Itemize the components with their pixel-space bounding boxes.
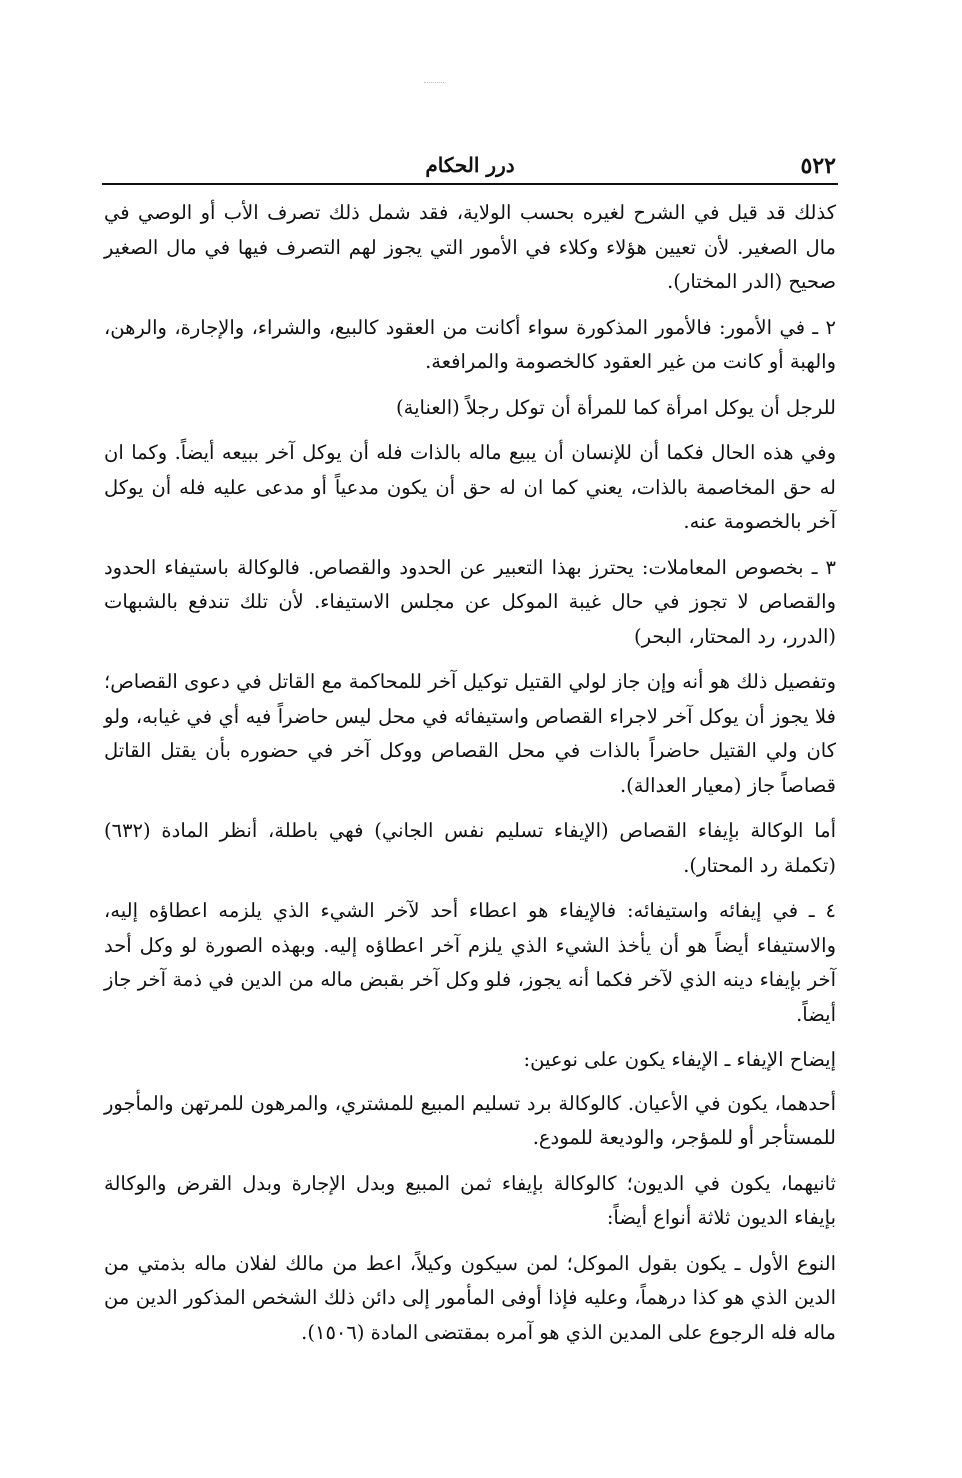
- paragraph: أما الوكالة بإيفاء القصاص (الإيفاء تسليم نفس الجاني) فهي باطلة، أنظر المادة (٦٣٢) (تكملة رد المحتار).: [104, 819, 836, 877]
- paragraph: وفي هذه الحال فكما أن للإنسان أن يبيع ماله بالذات فله أن يوكل آخر ببيعه أيضاً. وكما ان له حق المخاصمة بالذات، يعني كما ان له حق أن يكون مدعياً أو مدعى عليه فله أن يوكل آخر بالخصومة عنه.: [104, 441, 836, 533]
- paragraph: إيضاح الإيفاء ـ الإيفاء يكون على نوعين:: [523, 1048, 836, 1071]
- scan-mark: [424, 82, 444, 87]
- paragraph: ٣ ـ بخصوص المعاملات: يحترز بهذا التعبير عن الحدود والقصاص. فالوكالة باستيفاء الحدود والقصاص لا تجوز في حال غيبة الموكل عن مجلس الاستيفاء. لأن تلك تندفع بالشبهات (الدرر، رد المحتار، البحر): [104, 555, 836, 648]
- paragraph: ثانيهما، يكون في الديون؛ كالوكالة بإيفاء ثمن المبيع وبدل الإجارة وبدل القرض والوكالة بإيفاء الديون ثلاثة أنواع أيضاً:: [104, 1171, 836, 1229]
- paragraph: للرجل أن يوكل امرأة كما للمرأة أن توكل رجلاً (العناية): [396, 395, 836, 419]
- paragraph: ٢ ـ في الأمور: فالأمور المذكورة سواء أكانت من العقود كالبيع، والشراء، والإجارة، والرهن، والهبة أو كانت من غير العقود كالخصومة والمرافعة.: [104, 315, 836, 373]
- paragraph: أحدهما، يكون في الأعيان. كالوكالة برد تسليم المبيع للمشتري، والمرهون للمرتهن والمأجور للمستأجر أو للمؤجر، والوديعة للمودع.: [104, 1091, 836, 1149]
- body-text: [104, 196, 836, 1361]
- paragraph: كذلك قد قيل في الشرح لغيره بحسب الولاية، فقد شمل ذلك تصرف الأب أو الوصي في مال الصغير. لأن تعيين هؤلاء وكلاء في الأمور التي يجوز لهم التصرف فيها في مال الصغير صحيح (الدر المختار).: [104, 201, 836, 293]
- page-number: ٥٢٢: [800, 153, 836, 179]
- paragraph: ٤ ـ في إيفائه واستيفائه: فالإيفاء هو اعطاء أحد لآخر الشيء الذي يلزمه اعطاؤه إليه، والاستيفاء أيضاً هو أن يأخذ الشيء الذي يلزم آخر اعطاؤه إليه. وبهذه الصورة لو وكل أحد آخر بإيفاء دينه الذي لآخر فكما أنه يجوز، فلو وكل آخر بقبض ماله من الدين في ذمة آخر جاز أيضاً.: [104, 899, 836, 1026]
- paragraph: وتفصيل ذلك هو أنه وإن جاز لولي القتيل توكيل آخر للمحاكمة مع القاتل في دعوى القصاص؛ فلا يجوز أن يوكل آخر لاجراء القصاص واستيفائه في محل ليس حاضراً فيه أي في غيابه، ولو كان ولي القتيل حاضراً بالذات في محل القصاص ووكل آخر في حضوره بأن يقتل القاتل قصاصاً جاز (معيار العدالة).: [104, 670, 837, 797]
- page-header: [102, 147, 838, 185]
- paragraph: النوع الأول ـ يكون بقول الموكل؛ لمن سيكون وكيلاً، اعط من مالك لفلان ماله بذمتي من الدين الذي هو كذا درهماً، وعليه فإذا أوفى المأمور إلى دائن ذلك الشخص المذكور الدين من ماله فله الرجوع على المدين الذي هو آمره بمقتضى المادة (١٥٠٦).: [104, 1251, 836, 1344]
- running-title: درر الحكام: [425, 153, 515, 177]
